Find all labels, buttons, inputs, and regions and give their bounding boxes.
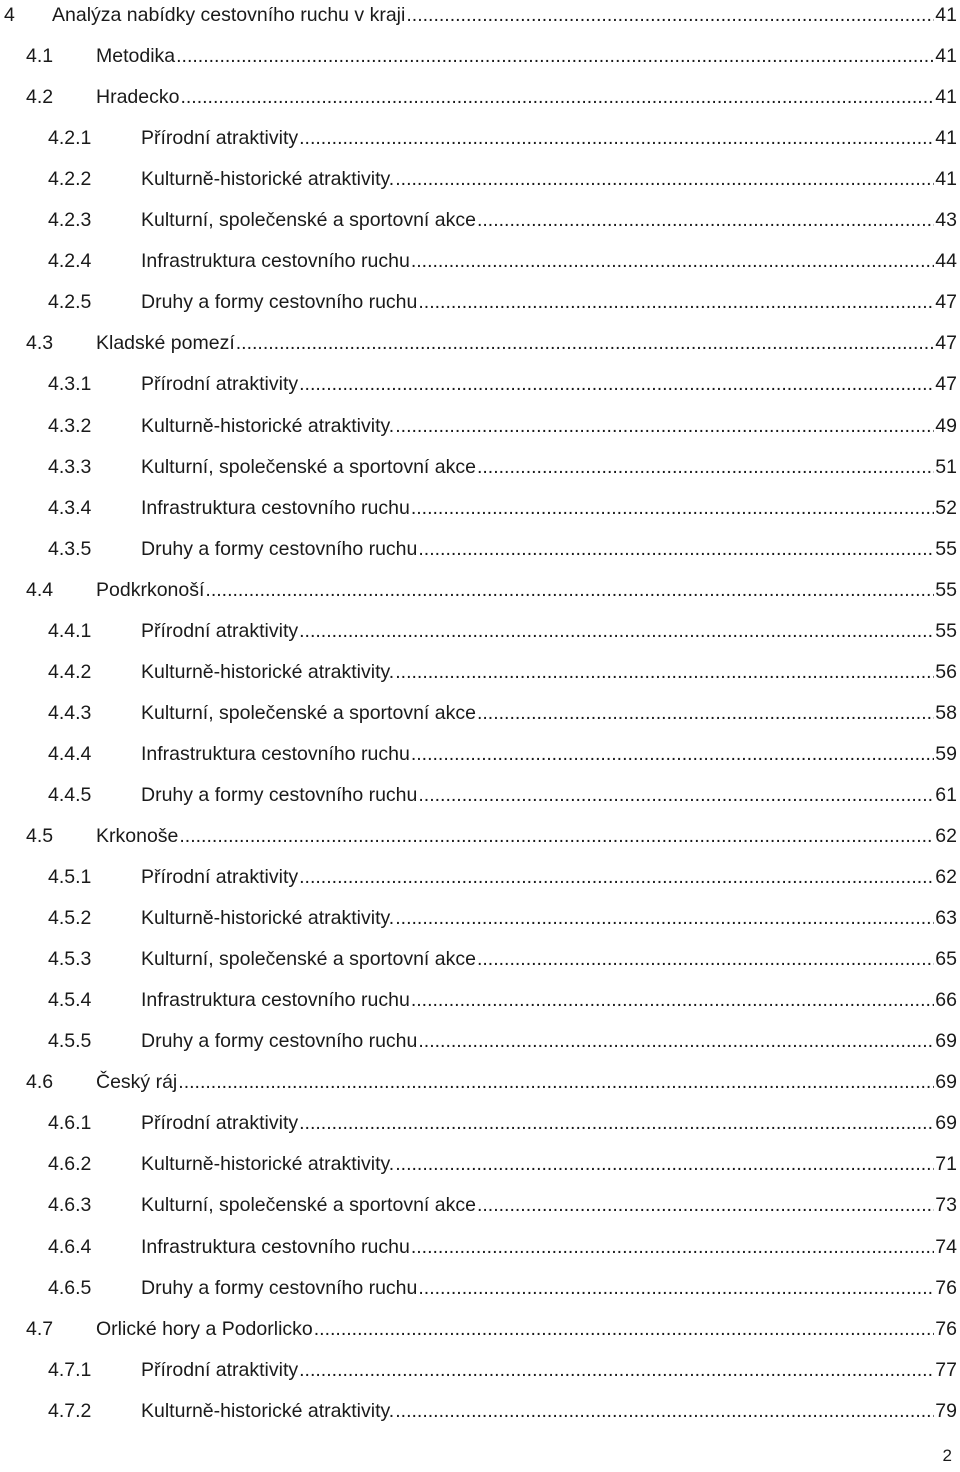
toc-entry-title: Druhy a formy cestovního ruchu — [141, 1276, 418, 1299]
toc-dot-leader — [299, 616, 934, 646]
toc-entry-page: 59 — [935, 742, 957, 765]
toc-entry-number: 4.4.5 — [48, 783, 92, 806]
toc-entry-page: 41 — [935, 4, 957, 26]
toc-dot-leader — [411, 985, 934, 1015]
toc-entry-page: 73 — [935, 1194, 957, 1217]
toc-entry[interactable] — [0, 575, 957, 605]
toc-entry-title: Přírodní atraktivity — [141, 127, 299, 150]
toc-entry-title: Druhy a formy cestovního ruchu — [141, 537, 418, 560]
toc-entry-number: 4.6.4 — [48, 1235, 92, 1258]
toc-entry-page: 52 — [935, 496, 957, 519]
toc-dot-leader — [477, 944, 934, 974]
toc-entry[interactable] — [0, 903, 957, 933]
toc-entry-title: Přírodní atraktivity — [141, 619, 299, 642]
toc-dot-leader — [411, 246, 934, 276]
toc-entry-title: Kulturní, společenské a sportovní akce — [141, 948, 476, 971]
toc-entry-number: 4.5.4 — [48, 989, 92, 1012]
toc-entry-title: Přírodní atraktivity — [141, 373, 299, 396]
toc-dot-leader — [418, 1026, 934, 1056]
toc-entry[interactable] — [0, 164, 957, 194]
toc-entry-title: Infrastruktura cestovního ruchu — [141, 496, 410, 519]
toc-entry-number: 4.5 — [26, 825, 54, 847]
toc-entry[interactable] — [0, 1396, 957, 1426]
toc-entry-title: Infrastruktura cestovního ruchu — [141, 742, 410, 765]
toc-entry[interactable] — [0, 739, 957, 769]
toc-dot-leader — [477, 205, 934, 235]
toc-entry-page: 41 — [935, 168, 957, 191]
toc-entry-title: Kulturně-historické atraktivity. — [141, 414, 395, 437]
toc-entry-page: 62 — [935, 825, 957, 847]
toc-entry-number: 4.4.4 — [48, 742, 92, 765]
toc-entry[interactable] — [0, 452, 957, 482]
toc-dot-leader — [477, 698, 934, 728]
toc-entry[interactable] — [0, 534, 957, 564]
toc-entry-title: Druhy a formy cestovního ruchu — [141, 783, 418, 806]
toc-entry[interactable] — [0, 1026, 957, 1056]
toc-entry-page: 43 — [935, 209, 957, 232]
toc-entry-title: Infrastruktura cestovního ruchu — [141, 1235, 410, 1258]
toc-entry[interactable] — [0, 1314, 957, 1344]
toc-entry-title: Český ráj — [96, 1071, 178, 1094]
toc-dot-leader — [418, 287, 934, 317]
toc-entry-title: Přírodní atraktivity — [141, 1112, 299, 1135]
toc-dot-leader — [395, 411, 934, 441]
toc-entry-number: 4.7.1 — [48, 1358, 92, 1381]
toc-entry-title: Analýza nabídky cestovního ruchu v kraji — [52, 4, 406, 26]
toc-entry-title: Druhy a formy cestovního ruchu — [141, 291, 418, 314]
toc-entry[interactable] — [0, 205, 957, 235]
toc-entry[interactable] — [0, 0, 957, 30]
toc-entry-page: 55 — [935, 578, 957, 601]
toc-entry-page: 51 — [935, 455, 957, 478]
toc-entry[interactable] — [0, 82, 957, 112]
toc-entry-number: 4.3.3 — [48, 455, 92, 478]
toc-entry[interactable] — [0, 862, 957, 892]
toc-entry-number: 4 — [4, 4, 15, 26]
toc-entry-page: 66 — [935, 989, 957, 1012]
toc-entry[interactable] — [0, 657, 957, 687]
toc-entry-number: 4.6.2 — [48, 1153, 92, 1176]
toc-entry-number: 4.4.2 — [48, 660, 92, 683]
toc-entry-page: 58 — [935, 701, 957, 724]
toc-dot-leader — [477, 1190, 934, 1220]
toc-entry-title: Orlické hory a Podorlicko — [96, 1317, 313, 1340]
toc-entry[interactable] — [0, 493, 957, 523]
toc-entry-title: Kulturně-historické atraktivity. — [141, 1399, 395, 1422]
toc-entry[interactable] — [0, 246, 957, 276]
toc-entry-page: 41 — [935, 45, 957, 68]
toc-entry-page: 65 — [935, 948, 957, 971]
toc-entry-page: 74 — [935, 1235, 957, 1258]
toc-entry-title: Přírodní atraktivity — [141, 866, 299, 889]
toc-entry-page: 62 — [935, 866, 957, 889]
toc-dot-leader — [179, 821, 934, 851]
toc-dot-leader — [477, 452, 934, 482]
toc-entry-title: Kladské pomezí — [96, 332, 235, 355]
toc-entry[interactable] — [0, 616, 957, 646]
toc-entry-page: 69 — [935, 1030, 957, 1053]
toc-dot-leader — [406, 0, 934, 30]
toc-entry-number: 4.5.3 — [48, 948, 92, 971]
toc-entry-page: 56 — [935, 660, 957, 683]
toc-entry-page: 63 — [935, 907, 957, 930]
toc-entry[interactable] — [0, 698, 957, 728]
toc-entry-page: 44 — [935, 250, 957, 273]
toc-dot-leader — [299, 1355, 934, 1385]
page-number: 2 — [942, 1446, 952, 1465]
toc-entry-page: 55 — [935, 619, 957, 642]
toc-entry-number: 4.3 — [26, 332, 54, 355]
toc-entry-page: 61 — [935, 783, 957, 806]
toc-dot-leader — [418, 1273, 934, 1303]
toc-entry-title: Přírodní atraktivity — [141, 1358, 299, 1381]
toc-entry-page: 76 — [935, 1317, 957, 1340]
toc-entry-number: 4.6.5 — [48, 1276, 92, 1299]
toc-dot-leader — [395, 657, 934, 687]
toc-entry-page: 47 — [935, 332, 957, 355]
toc-entry[interactable] — [0, 1067, 957, 1097]
toc-entry[interactable] — [0, 985, 957, 1015]
toc-dot-leader — [395, 903, 934, 933]
toc-dot-leader — [299, 862, 934, 892]
toc-entry[interactable] — [0, 411, 957, 441]
toc-entry-page: 69 — [935, 1071, 957, 1094]
toc-entry-number: 4.2 — [26, 86, 54, 109]
toc-entry-title: Kulturní, společenské a sportovní akce — [141, 1194, 476, 1217]
toc-entry-title: Hradecko — [96, 86, 180, 109]
toc-entry-title: Podkrkonoší — [96, 578, 205, 601]
toc-entry-page: 69 — [935, 1112, 957, 1135]
toc-entry-number: 4.2.5 — [48, 291, 92, 314]
toc-entry[interactable] — [0, 1273, 957, 1303]
toc-entry[interactable] — [0, 41, 957, 71]
toc-dot-leader — [299, 1108, 934, 1138]
toc-entry-title: Kulturně-historické atraktivity. — [141, 1153, 395, 1176]
toc-dot-leader — [178, 1067, 934, 1097]
toc-entry-number: 4.5.2 — [48, 907, 92, 930]
toc-dot-leader — [299, 369, 934, 399]
toc-entry[interactable] — [0, 123, 957, 153]
toc-entry-title: Kulturní, společenské a sportovní akce — [141, 209, 476, 232]
toc-entry-page: 47 — [935, 373, 957, 396]
toc-dot-leader — [205, 575, 934, 605]
toc-dot-leader — [411, 493, 934, 523]
toc-entry-title: Infrastruktura cestovního ruchu — [141, 250, 410, 273]
toc-entry-number: 4.5.5 — [48, 1030, 92, 1053]
toc-entry-number: 4.2.1 — [48, 127, 92, 150]
toc-dot-leader — [395, 164, 934, 194]
toc-entry[interactable] — [0, 780, 957, 810]
toc-entry[interactable] — [0, 1355, 957, 1385]
toc-dot-leader — [236, 328, 935, 358]
toc-entry-page: 41 — [935, 127, 957, 150]
toc-entry[interactable] — [0, 1149, 957, 1179]
toc-entry-title: Infrastruktura cestovního ruchu — [141, 989, 410, 1012]
toc-entry[interactable] — [0, 821, 957, 851]
toc-entry-page: 76 — [935, 1276, 957, 1299]
toc-dot-leader — [418, 780, 934, 810]
toc-entry[interactable] — [0, 369, 957, 399]
toc-entry-page: 49 — [935, 414, 957, 437]
toc-entry-number: 4.6 — [26, 1071, 54, 1094]
toc-dot-leader — [180, 82, 934, 112]
toc-entry-number: 4.3.1 — [48, 373, 92, 396]
toc-entry[interactable] — [0, 1232, 957, 1262]
toc-entry-number: 4.6.1 — [48, 1112, 92, 1135]
toc-entry-number: 4.7.2 — [48, 1399, 92, 1422]
toc-entry-title: Kulturní, společenské a sportovní akce — [141, 701, 476, 724]
toc-dot-leader — [299, 123, 934, 153]
toc-entry[interactable] — [0, 328, 957, 358]
toc-entry[interactable] — [0, 287, 957, 317]
toc-entry-number: 4.1 — [26, 45, 54, 68]
toc-entry-title: Kulturně-historické atraktivity. — [141, 907, 395, 930]
toc-entry-number: 4.7 — [26, 1317, 54, 1340]
toc-entry[interactable] — [0, 944, 957, 974]
toc-dot-leader — [395, 1149, 934, 1179]
toc-entry-page: 55 — [935, 537, 957, 560]
toc-entry-number: 4.4.3 — [48, 701, 92, 724]
toc-dot-leader — [411, 739, 934, 769]
toc-entry-page: 77 — [935, 1358, 957, 1381]
toc-entry-number: 4.3.4 — [48, 496, 92, 519]
toc-entry-title: Kulturní, společenské a sportovní akce — [141, 455, 476, 478]
toc-entry-title: Kulturně-historické atraktivity. — [141, 168, 395, 191]
toc-entry[interactable] — [0, 1190, 957, 1220]
toc-entry-title: Druhy a formy cestovního ruchu — [141, 1030, 418, 1053]
toc-entry-title: Krkonoše — [96, 825, 179, 847]
toc-entry-title: Kulturně-historické atraktivity. — [141, 660, 395, 683]
toc-dot-leader — [418, 534, 934, 564]
toc-entry-number: 4.3.5 — [48, 537, 92, 560]
toc-entry-number: 4.4 — [26, 578, 54, 601]
toc-dot-leader — [411, 1232, 934, 1262]
toc-dot-leader — [314, 1314, 935, 1344]
toc-entry-number: 4.2.2 — [48, 168, 92, 191]
toc-dot-leader — [395, 1396, 934, 1426]
toc-entry-title: Metodika — [96, 45, 176, 68]
toc-entry-number: 4.2.4 — [48, 250, 92, 273]
toc-entry-page: 47 — [935, 291, 957, 314]
toc-entry-number: 4.4.1 — [48, 619, 92, 642]
toc-entry-page: 41 — [935, 86, 957, 109]
toc-entry-number: 4.3.2 — [48, 414, 92, 437]
toc-dot-leader — [176, 41, 934, 71]
toc-entry-number: 4.5.1 — [48, 866, 92, 889]
toc-entry[interactable] — [0, 1108, 957, 1138]
toc-entry-page: 79 — [935, 1399, 957, 1422]
toc-entry-number: 4.6.3 — [48, 1194, 92, 1217]
toc-entry-page: 71 — [935, 1153, 957, 1176]
toc-entry-number: 4.2.3 — [48, 209, 92, 232]
